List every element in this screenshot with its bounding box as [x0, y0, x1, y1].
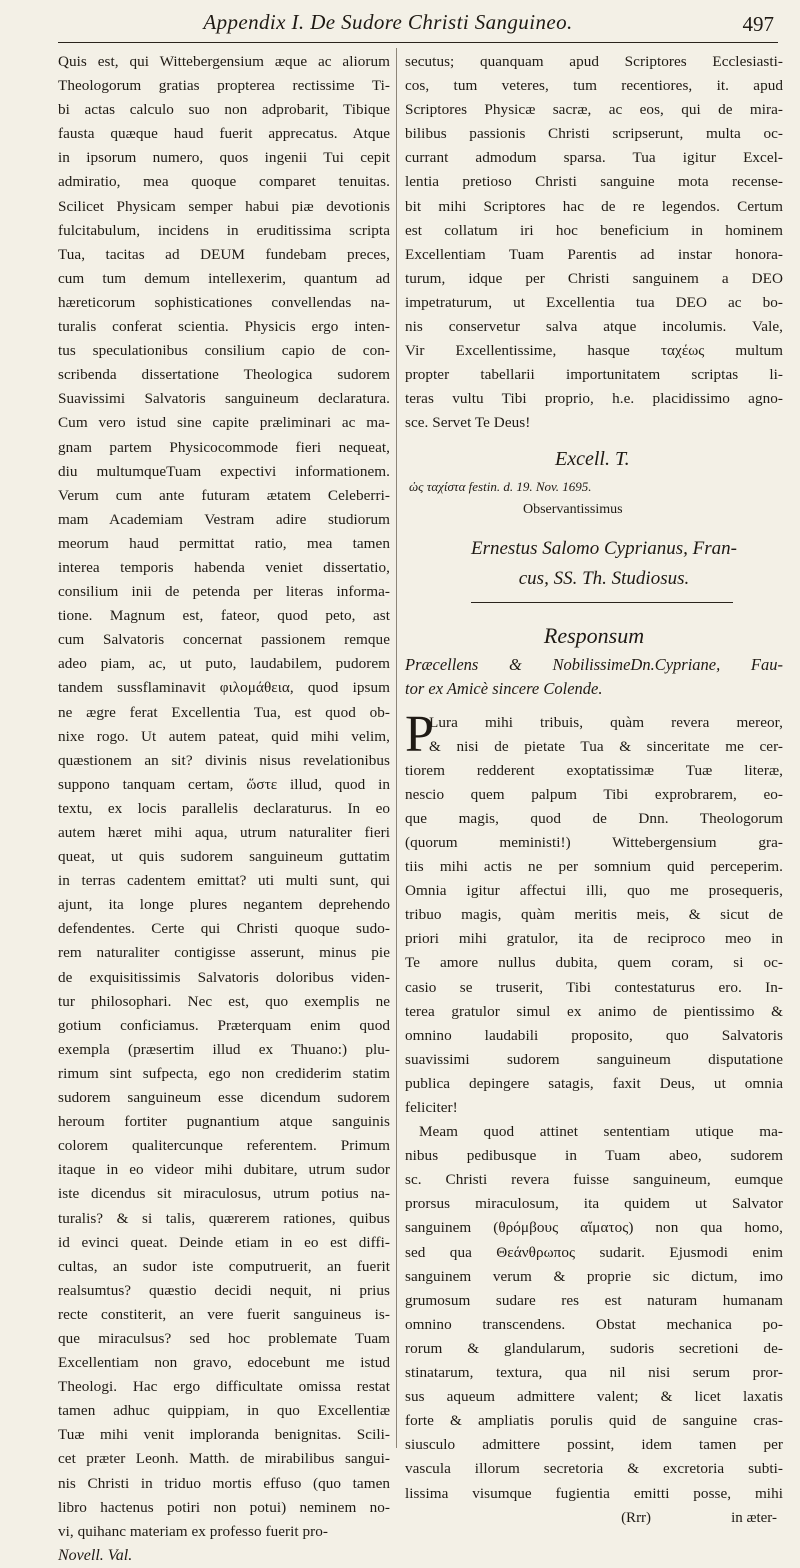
text-line: siusculo admittere possint, idem tamen per — [405, 1436, 783, 1454]
text-line: nis Christi in triduo mortis effuso (quo tamen — [58, 1474, 390, 1492]
text-line: Lura mihi tribuis, quàm revera mereor, — [429, 713, 783, 731]
catchword-left: Novell. Val. — [58, 1546, 133, 1564]
text-line: cet præter Leonh. Matth. de mirabilibus sangui- — [58, 1450, 390, 1468]
text-line: nixe rogo. Ut autem pateat, quid mihi velim, — [58, 727, 390, 745]
text-line: textu, ex locis parallelis declaraturus. In eo — [58, 799, 390, 817]
text-line: omnino transcendens. Obstat mechanica po- — [405, 1315, 783, 1333]
text-line: forte & ampliatis porulis quid de sanguine cras- — [405, 1412, 783, 1430]
text-line: recte constiterit, an vere fuerit sanguineus is- — [58, 1305, 390, 1323]
text-line: gnam partem Physicocommode fieri nequeat, — [58, 438, 390, 456]
text-line: omnino laudabili proposito, quo Salvatoris — [405, 1026, 783, 1044]
text-line: nibus pedibusque in Tuam abeo, sudorem — [405, 1147, 783, 1165]
author-name-line: Ernestus Salomo Cyprianus, Fran- — [471, 537, 737, 559]
text-line: cum Salvatoris concernat passionem remque — [58, 631, 390, 649]
text-line: sc. Christi revera fuisse sanguineum, eumque — [405, 1171, 783, 1189]
text-line: cultas, an sudor iste computruerit, an fuerit — [58, 1257, 390, 1275]
text-line: que miraculsus? sed hoc problemate Tuam — [58, 1329, 390, 1347]
text-line: tiis mihi actis ne per somnium quid perceperim. — [405, 858, 783, 876]
text-line: mam Academiam Vestram adire studiorum — [58, 510, 390, 528]
text-line: nis conservetur salva atque incolumis. Vale, — [405, 318, 783, 336]
signature-row — [405, 1506, 783, 1530]
text-line: rimum sint sufpecta, ego non crediderim statim — [58, 1064, 390, 1082]
text-line: meorum haud permittat ratio, mea tamen — [58, 534, 390, 552]
text-line: feliciter! — [405, 1099, 458, 1116]
text-line: Quis est, qui Wittebergensium æque ac aliorum — [58, 53, 390, 70]
text-line: terea gratulor simul ex animo de pientissimo & — [405, 1002, 783, 1020]
text-line: sed qua Θεάνθρωπος sudarit. Ejusmodi enim — [405, 1243, 783, 1261]
text-line: consilium inii de petenda per literas informa- — [58, 583, 390, 601]
text-line: Theologi. Hac ergo difficultate omissa restat — [58, 1378, 390, 1396]
text-line: Scriptores Physicæ sacræ, ac eos, qui de mira- — [405, 101, 783, 119]
text-line: Tuæ mihi venit imploranda benignitas. Scili- — [58, 1426, 390, 1444]
text-line: in ipsorum numero, quos ingenii Tui cepit — [58, 149, 390, 167]
text-line: turalis conferat scientia. Physicis ergo inten- — [58, 318, 390, 336]
text-line: turum, idque per Christi sanguinem a DEO — [405, 269, 783, 287]
text-line: priori mihi gratulor, ita de reciproco meo in — [405, 930, 783, 948]
text-line: Omnia igitur affectui illi, quo me prosequeris, — [405, 882, 783, 900]
text-line: Theologorum gratias propterea rectissime Ti- — [58, 77, 390, 95]
response-subheading: Præcellens & NobilissimeDn.Cypriane, Fau- — [405, 654, 783, 674]
text-line: tus speculationibus consilium capio de con- — [58, 342, 390, 360]
text-line: secutus; quanquam apud Scriptores Ecclesiasti- — [405, 53, 783, 70]
date-line: ὡς ταχίστα festin. d. 19. Nov. 1695. — [409, 478, 592, 494]
text-line: itaque in eo videor mihi dubitare, utrum sudor — [58, 1161, 390, 1179]
text-line: hæreticorum sophisticationes convellendas na- — [58, 293, 390, 311]
text-line: cum tum demum intellexerim, quantum ad — [58, 269, 390, 287]
text-line: autem hæret mihi aqua, utrum naturaliter fieri — [58, 824, 390, 841]
text-line: sanguinem verum & proprie sic dictum, imo — [405, 1267, 783, 1285]
text-line: bilibus passionis Christi scripserunt, multa oc- — [405, 125, 783, 143]
text-line: realsumtus? quæstio decidi nequit, ni prius — [58, 1281, 390, 1299]
signature-excell: Excell. T. — [555, 447, 630, 470]
text-line: ne ægre ferat Excellentia Tua, est quod ob- — [58, 703, 390, 721]
text-line: Verum cum ante futuram ætatem Celeberri- — [58, 486, 390, 504]
text-line: lentia pretioso Christi sanguine mota recense- — [405, 173, 783, 191]
text-line: colorem qualitercunque referentem. Primum — [58, 1137, 390, 1155]
text-line: publica depingere satagis, faxit Deus, ut omnia — [405, 1074, 783, 1092]
text-line: tiorem redderent exoptatissimæ Tuæ literæ, — [405, 761, 783, 779]
text-line: Scilicet Physicam semper habui piæ devotionis — [58, 197, 390, 215]
page-number: 497 — [742, 12, 774, 36]
text-line: rorum & glandularum, sudoris secretioni de- — [405, 1339, 783, 1357]
response-body — [405, 705, 783, 1506]
text-line: suppono tanquam certam, ὥστε illud, quod in — [58, 775, 390, 793]
text-line: adeo piam, ac, ut puto, laudabilem, pudorem — [58, 655, 390, 673]
catchword-right: in æter- — [731, 1509, 777, 1526]
running-head — [58, 6, 778, 43]
text-line: fulcitabulum, incidens in eruditissima scripta — [58, 221, 390, 239]
text-line: vi, quihanc materiam ex professo fuerit pro- — [58, 1522, 328, 1540]
text-line: (quorum meministi!) Wittebergensium gra- — [405, 833, 783, 851]
text-line: sudorem sanguineum esse dicendum sudorem — [58, 1089, 390, 1107]
text-line: gotium conficiamus. Præterquam enim quod — [58, 1016, 390, 1034]
text-line: heroum fortiter pugnantium atque sanguinis — [58, 1113, 390, 1131]
text-line: grumosum sudare res est naturam humanam — [405, 1291, 783, 1309]
text-line: turalis? & si talis, quærerem rationes, quibus — [58, 1209, 390, 1227]
text-line: de exquisitissimis Salvatoris doloribus viden- — [58, 968, 390, 986]
author-title-line: cus, SS. Th. Studiosus. — [518, 567, 690, 589]
text-line: impetraturum, ut Excellentia tua DEO ac bo- — [405, 293, 783, 311]
text-line: rem naturaliter contigisse asserunt, minus pie — [58, 944, 390, 962]
column-divider — [396, 48, 397, 1448]
text-line: tur philosophari. Nec est, quo exemplis ne — [58, 992, 390, 1010]
text-line: fausta quæque haud fuerit apprecatus. Atque — [58, 125, 390, 143]
text-line: Tua, tacitas ad DEUM fundebam preces, — [58, 245, 390, 263]
text-line: propter tabellarii importunitatem scriptas li- — [405, 366, 783, 384]
text-line: bit mihi Scriptores hac de re legendos. Certum — [405, 197, 783, 215]
text-line: tandem sussflaminavit φιλομάθεια, quod ipsum — [58, 679, 390, 697]
text-line: prorsus miraculosum, ita quidem ut Salvator — [405, 1195, 783, 1213]
text-line: est collatum iri hoc beneficium in hominem — [405, 221, 783, 239]
text-line: que magis, quod de Dnn. Theologorum — [405, 809, 783, 827]
text-line: Vir Excellentissime, hasque ταχέως multum — [405, 342, 783, 360]
text-line: Meam quod attinet sententiam utique ma- — [419, 1123, 783, 1141]
text-line: currant admodum sparsa. Tua igitur Excel- — [405, 149, 783, 167]
text-line: suavissimi sudorem sanguineum disputatione — [405, 1050, 783, 1068]
text-line: admiratio, mea quoque comparet tenuitas. — [58, 173, 390, 191]
response-subheading: tor ex Amicè sincere Colende. — [405, 678, 603, 698]
text-line: tribuo magis, quàm meritis meis, & sicut de — [405, 906, 783, 924]
text-line: tione. Magnum est, fateor, quod peto, ast — [58, 607, 390, 625]
text-line: Excellentiam Tuam Parentis ad instar honora- — [405, 245, 783, 263]
section-rule — [471, 602, 733, 603]
text-line: libro hactenus potiri non potui) neminem no- — [58, 1498, 390, 1516]
running-title: Appendix I. De Sudore Christi Sanguineo. — [203, 10, 573, 34]
text-line: casio se truserit, Tibi contestaturus ero. In- — [405, 978, 783, 996]
text-line: stinatarum, textura, qua nil nisi serum pror- — [405, 1364, 783, 1382]
text-line: id evinci queat. Deinde etiam in eo est diffi- — [58, 1233, 390, 1251]
text-line: interea temporis habenda veniet dissertatio, — [58, 558, 390, 576]
text-line: defendentes. Certe qui Christi quoque sudo- — [58, 920, 390, 938]
text-line: tamen adhuc quippiam, in quo Excellentiæ — [58, 1402, 390, 1420]
text-line: nescio quem palpum Tibi exprobrarem, eo- — [405, 785, 783, 803]
left-column — [58, 50, 390, 1568]
text-line: iste dicendus sit miraculosus, utrum potius na- — [58, 1185, 390, 1203]
response-heading: Responsum — [543, 622, 645, 648]
text-line: Excellentiam non gravo, edocebunt me istud — [58, 1354, 390, 1372]
drop-capital: P — [405, 705, 434, 763]
text-line: sanguinem (θρόμβους αἵματος) non qua homo, — [405, 1219, 783, 1237]
text-line: sce. Servet Te Deus! — [405, 414, 531, 432]
text-line: teras vultu Tibi proprio, h.e. placidissimo agno- — [405, 390, 783, 408]
text-line: scribenda dissertatione Theologica sudorem — [58, 366, 390, 384]
text-line: exempla (præsertim illud ex Thuano:) plu- — [58, 1040, 390, 1058]
text-line: & nisi de pietate Tua & sinceritate me cer- — [429, 737, 783, 755]
text-line: Te amore nullus dubita, quem coram, si oc- — [405, 954, 783, 972]
text-line: queat, ut quis sudorem sanguineum guttatim — [58, 848, 390, 866]
text-line: Cum vero istud sine capite præliminari ac ma- — [58, 414, 390, 432]
signature-mark: (Rrr) — [621, 1509, 652, 1526]
text-line: in terras cadentem emittat? uti multi sunt, qui — [58, 872, 390, 890]
text-line: bi actas calculo suo non adprobarit, Tibique — [58, 101, 390, 119]
right-column — [405, 50, 783, 1530]
text-line: lissima visumque fugientia emitti posse, mihi — [405, 1484, 783, 1502]
text-line: sus aqueum admittere valent; & licet laxatis — [405, 1388, 783, 1406]
text-line: vascula illorum secretoria & excretoria subti- — [405, 1460, 783, 1478]
text-line: ajunt, ita longe plures negantem deprehendo — [58, 896, 390, 914]
observantissimus-line: Observantissimus — [523, 501, 623, 517]
text-line: quæstionem an sit? divinis nisus revelationibus — [58, 751, 390, 769]
text-line: Suavissimi Salvatoris sanguineum declaratura. — [58, 390, 390, 408]
text-line: diu multumqueTuam expectivi informationem. — [58, 462, 390, 480]
text-line: cos, tum veteres, tum recentiores, it. apud — [405, 77, 783, 95]
